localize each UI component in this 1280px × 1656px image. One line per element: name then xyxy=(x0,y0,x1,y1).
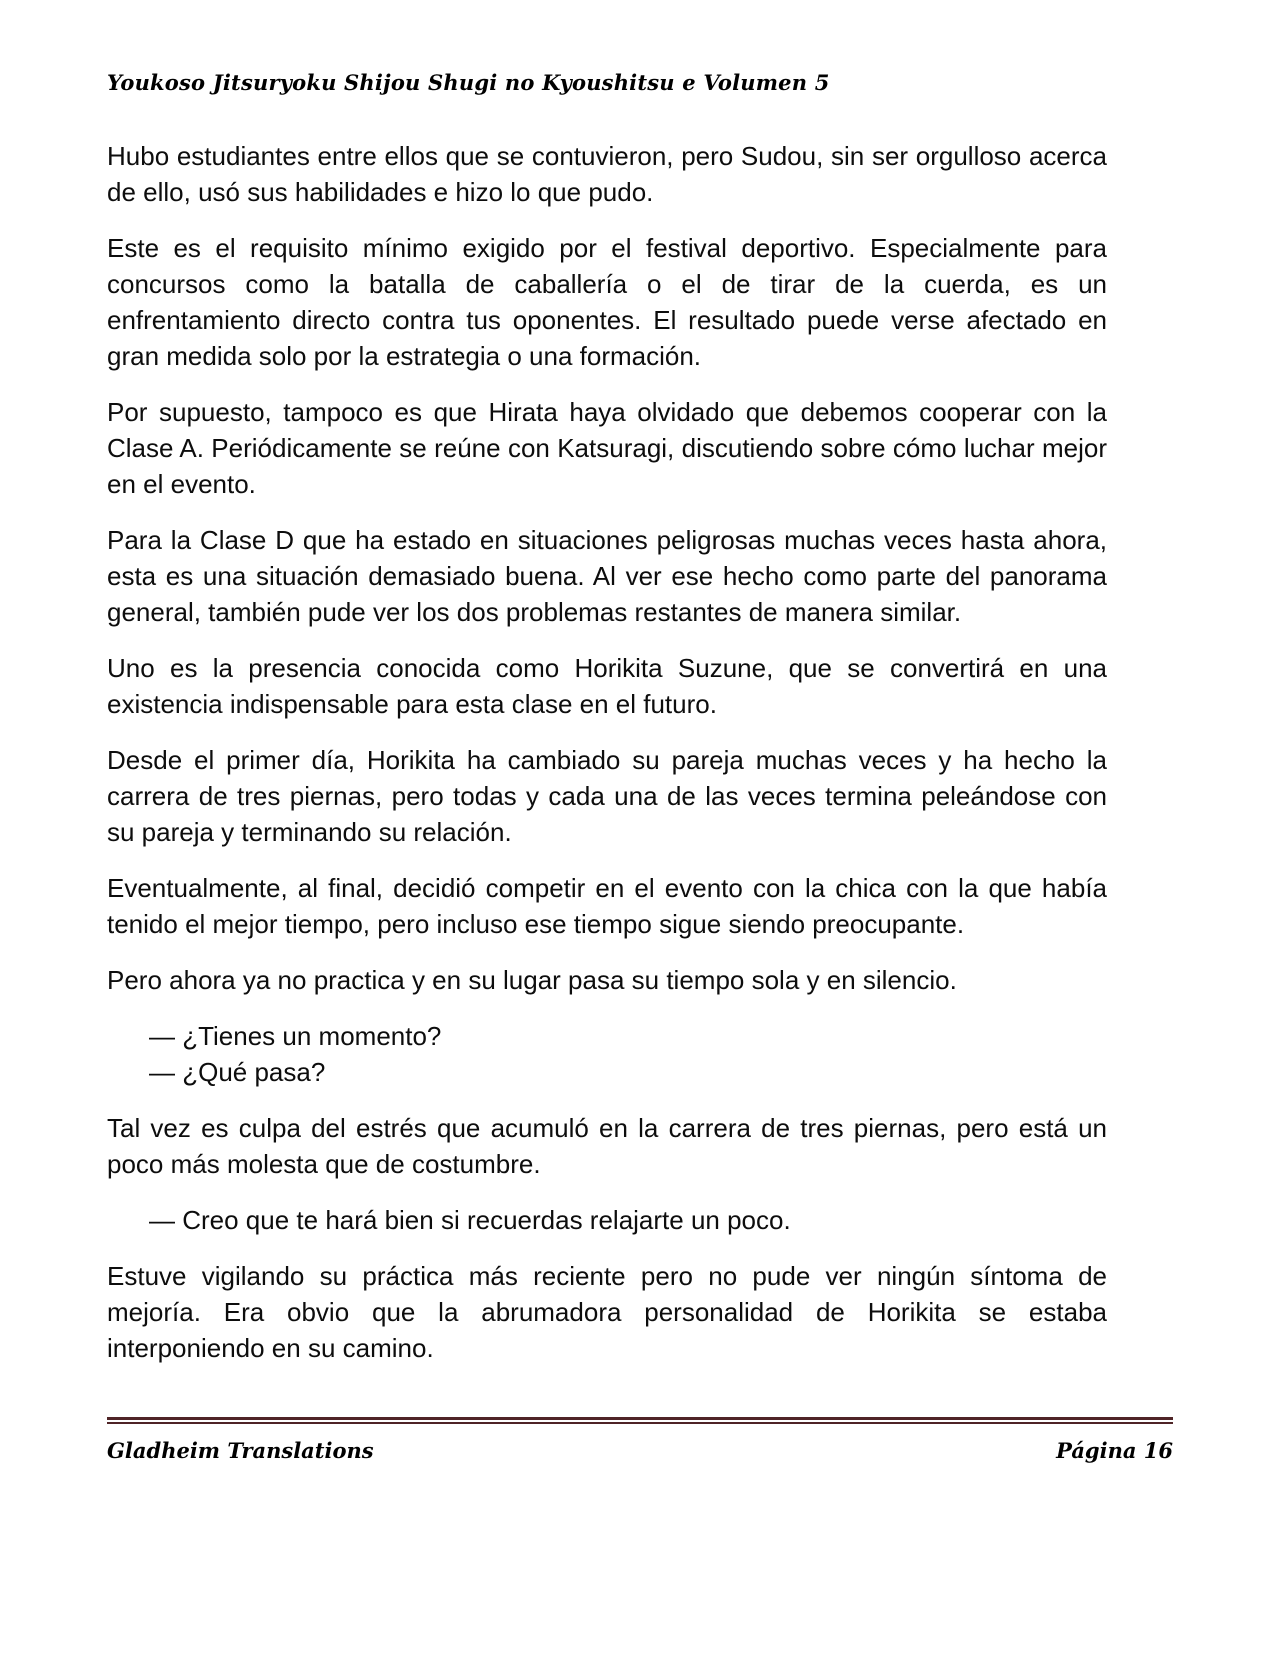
page-body xyxy=(107,138,1107,1386)
header-title: Youkoso Jitsuryoku Shijou Shugi no Kyoushitsu e Volumen 5 xyxy=(107,70,830,95)
paragraph: Estuve vigilando su práctica más reciente pero no pude ver ningún síntoma de mejoría. Era obvio que la abrumadora personalidad de Horikita se estaba interponiendo en su camino. xyxy=(107,1261,1107,1363)
footer-divider xyxy=(107,1417,1173,1424)
paragraph: Desde el primer día, Horikita ha cambiado su pareja muchas veces y ha hecho la carrera de tres piernas, pero todas y cada una de las veces termina peleándose con su pareja y terminando su relación. xyxy=(107,745,1107,847)
paragraph: Hubo estudiantes entre ellos que se contuvieron, pero Sudou, sin ser orgulloso acerca de ello, usó sus habilidades e hizo lo que pudo. xyxy=(107,141,1107,207)
paragraph: Por supuesto, tampoco es que Hirata haya olvidado que debemos cooperar con la Clase A. Periódicamente se reúne con Katsuragi, discutiendo sobre cómo luchar mejor en el evento. xyxy=(107,397,1107,499)
dialogue-line: — ¿Qué pasa? xyxy=(149,1057,326,1087)
page-header xyxy=(107,70,1173,95)
paragraph: Eventualmente, al final, decidió competir en el evento con la chica con la que había tenido el mejor tiempo, pero incluso ese tiempo sigue siendo preocupante. xyxy=(107,873,1107,939)
page-footer xyxy=(107,1438,1173,1463)
paragraph: Tal vez es culpa del estrés que acumuló en la carrera de tres piernas, pero está un poco más molesta que de costumbre. xyxy=(107,1113,1107,1179)
paragraph: Pero ahora ya no practica y en su lugar pasa su tiempo sola y en silencio. xyxy=(107,965,957,995)
footer-translator: Gladheim Translations xyxy=(107,1438,374,1463)
paragraph: Uno es la presencia conocida como Horikita Suzune, que se convertirá en una existencia indispensable para esta clase en el futuro. xyxy=(107,653,1107,719)
paragraph: Para la Clase D que ha estado en situaciones peligrosas muchas veces hasta ahora, esta es una situación demasiado buena. Al ver ese hecho como parte del panorama general, también pude ver los dos problemas restantes de manera similar. xyxy=(107,525,1107,627)
dialogue-line: — Creo que te hará bien si recuerdas relajarte un poco. xyxy=(149,1205,791,1235)
paragraph: Este es el requisito mínimo exigido por el festival deportivo. Especialmente para concursos como la batalla de caballería o el de tirar de la cuerda, es un enfrentamiento directo contra tus oponentes. El resultado puede verse afectado en gran medida solo por la estrategia o una formación. xyxy=(107,233,1107,371)
dialogue-line: — ¿Tienes un momento? xyxy=(149,1021,442,1051)
footer-page-number: Página 16 xyxy=(1056,1438,1173,1463)
